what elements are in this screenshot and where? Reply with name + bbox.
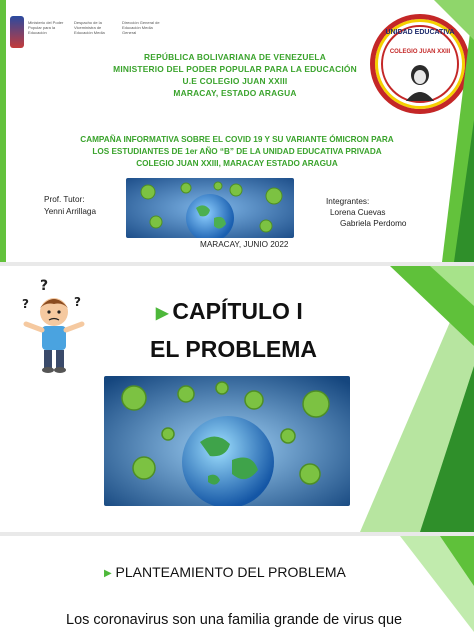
campaign-line-1: CAMPAÑA INFORMATIVA SOBRE EL COVID 19 Y SU VARIANTE ÓMICRON PARA xyxy=(80,135,394,144)
seal-line-2: COLEGIO JUAN XXIII xyxy=(389,49,451,55)
member-1: Lorena Cuevas xyxy=(330,208,386,217)
body-text: Los coronavirus son una familia grande de virus que xyxy=(66,612,403,628)
chapter-title xyxy=(156,298,303,325)
seal-line-1: UNIDAD EDUCATIVA xyxy=(385,29,455,36)
question-mark-2: ? xyxy=(22,297,29,311)
triangle-bullet-icon: ▶ xyxy=(104,567,112,579)
ministry-logo xyxy=(10,14,180,54)
campaign-line-2: LOS ESTUDIANTES DE 1er AÑO “B” DE LA UNIDAD EDUCATIVA PRIVADA xyxy=(92,147,382,156)
problem-title: EL PROBLEMA xyxy=(150,336,317,362)
date-label: MARACAY, JUNIO 2022 xyxy=(200,240,289,249)
section-heading-text: PLANTEAMIENTO DEL PROBLEMA xyxy=(115,564,346,580)
virus-globe-image xyxy=(126,178,294,238)
tutor-name: Yenni Arrillaga xyxy=(44,207,97,216)
member-2: Gabriela Perdomo xyxy=(340,219,407,228)
venezuela-crest-icon xyxy=(10,16,24,48)
logo-ministerio-text: Ministerio del Poder Popular para la Educación xyxy=(28,20,64,35)
confused-boy-illustration xyxy=(18,276,88,376)
members-label: Integrantes: xyxy=(326,197,370,206)
chapter-title-text: CAPÍTULO I xyxy=(172,298,303,324)
header-line-2: MINISTERIO DEL PODER POPULAR PARA LA EDUCACIÓN xyxy=(113,64,357,74)
triangle-bullet-icon: ▶ xyxy=(156,303,169,322)
header-line-3: U.E COLEGIO JUAN XXIII xyxy=(182,76,288,86)
green-left-bar xyxy=(0,0,6,262)
question-mark-3: ? xyxy=(74,295,81,309)
campaign-line-3: COLEGIO JUAN XXIII, MARACAY ESTADO ARAGUA xyxy=(136,159,338,168)
tutor-label: Prof. Tutor: xyxy=(44,195,85,204)
virus-globe-image xyxy=(104,376,350,506)
chapter-slide xyxy=(0,266,474,532)
green-triangle-decoration xyxy=(360,266,474,532)
problem-statement-slide xyxy=(0,536,474,632)
question-mark-1: ? xyxy=(40,278,49,294)
header-line-4: MARACAY, ESTADO ARAGUA xyxy=(173,88,297,98)
green-triangle-decoration xyxy=(424,0,474,262)
logo-direccion-text: Dirección General de Educación Media General xyxy=(122,20,160,35)
cover-slide xyxy=(0,0,474,262)
section-heading xyxy=(104,564,346,580)
logo-despacho-text: Despacho de la Viceministra de Educación Media xyxy=(74,20,105,35)
header-line-1: REPÚBLICA BOLIVARIANA DE VENEZUELA xyxy=(144,52,326,62)
